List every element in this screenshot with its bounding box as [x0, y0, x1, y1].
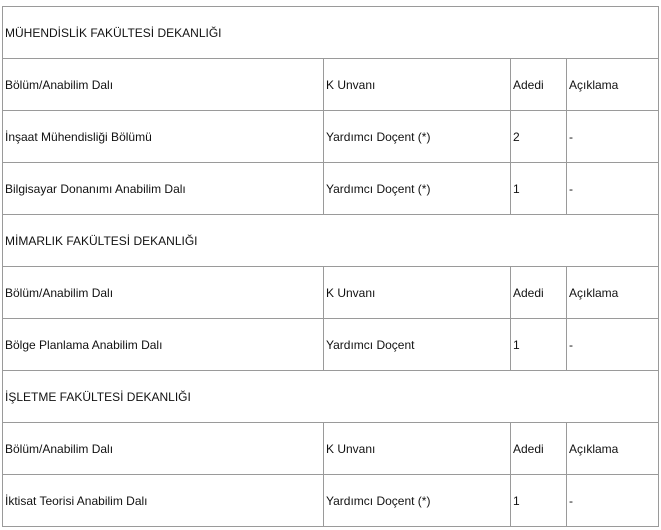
count-cell: 2	[511, 111, 567, 163]
title-cell: Yardımcı Doçent (*)	[324, 163, 511, 215]
header-count: Adedi	[511, 267, 567, 319]
header-description: Açıklama	[567, 59, 659, 111]
header-department: Bölüm/Anabilim Dalı	[3, 267, 324, 319]
section-title-row	[3, 7, 659, 59]
header-description: Açıklama	[567, 267, 659, 319]
header-count: Adedi	[511, 59, 567, 111]
column-header-row	[3, 423, 659, 475]
title-cell: Yardımcı Doçent (*)	[324, 475, 511, 527]
header-count: Adedi	[511, 423, 567, 475]
department-cell: İnşaat Mühendisliği Bölümü	[3, 111, 324, 163]
column-header-row	[3, 267, 659, 319]
description-cell: -	[567, 475, 659, 527]
title-cell: Yardımcı Doçent (*)	[324, 111, 511, 163]
count-cell: 1	[511, 163, 567, 215]
description-cell: -	[567, 111, 659, 163]
table-row	[3, 111, 659, 163]
section-title-row	[3, 215, 659, 267]
count-cell: 1	[511, 319, 567, 371]
faculty-title: İŞLETME FAKÜLTESİ DEKANLIĞI	[3, 371, 659, 423]
department-cell: İktisat Teorisi Anabilim Dalı	[3, 475, 324, 527]
header-department: Bölüm/Anabilim Dalı	[3, 59, 324, 111]
header-title: K Unvanı	[324, 267, 511, 319]
column-header-row	[3, 59, 659, 111]
description-cell: -	[567, 163, 659, 215]
table-row	[3, 163, 659, 215]
faculty-title: MÜHENDİSLİK FAKÜLTESİ DEKANLIĞI	[3, 7, 659, 59]
title-cell: Yardımcı Doçent	[324, 319, 511, 371]
description-cell: -	[567, 319, 659, 371]
department-cell: Bilgisayar Donanımı Anabilim Dalı	[3, 163, 324, 215]
table-row	[3, 475, 659, 527]
header-title: K Unvanı	[324, 423, 511, 475]
faculty-title: MİMARLIK FAKÜLTESİ DEKANLIĞI	[3, 215, 659, 267]
staff-position-table	[2, 6, 659, 527]
header-description: Açıklama	[567, 423, 659, 475]
count-cell: 1	[511, 475, 567, 527]
section-title-row	[3, 371, 659, 423]
header-department: Bölüm/Anabilim Dalı	[3, 423, 324, 475]
header-title: K Unvanı	[324, 59, 511, 111]
department-cell: Bölge Planlama Anabilim Dalı	[3, 319, 324, 371]
table-row	[3, 319, 659, 371]
